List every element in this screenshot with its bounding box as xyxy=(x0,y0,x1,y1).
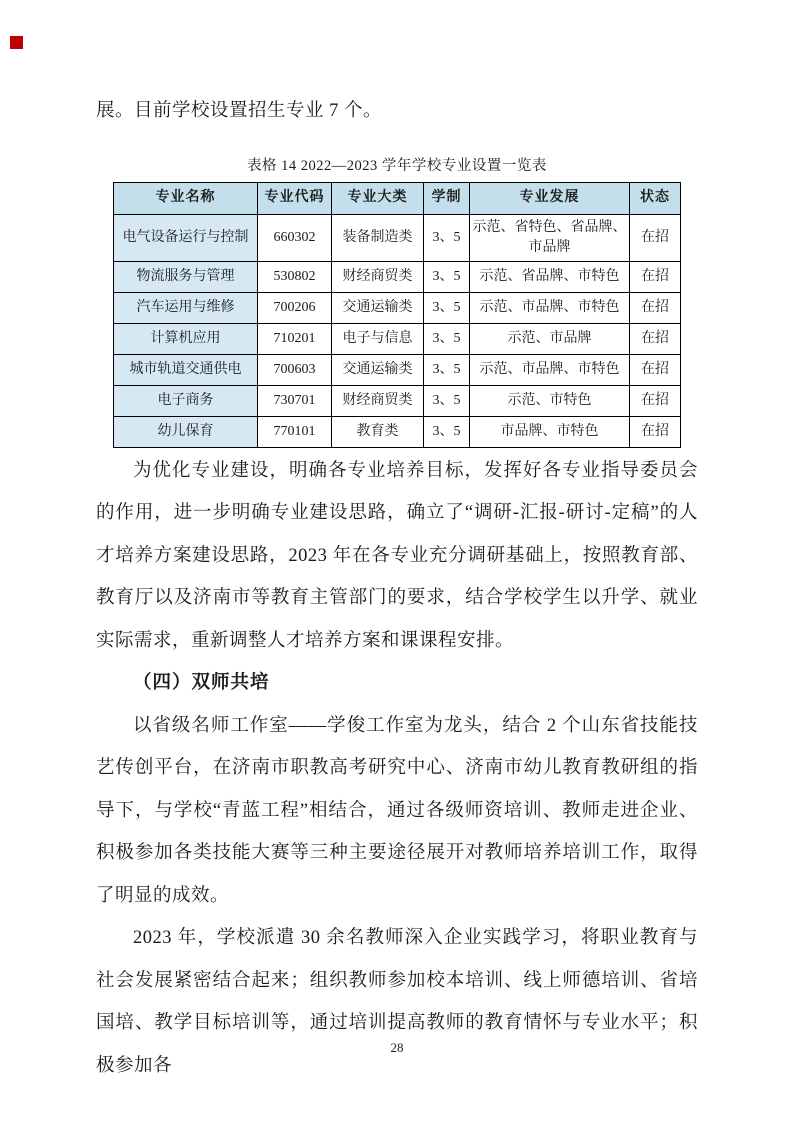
cell-major-code: 700603 xyxy=(258,354,332,385)
cell-major-development: 示范、市特色 xyxy=(470,385,630,416)
cell-duration: 3、5 xyxy=(424,261,470,292)
cell-status: 在招 xyxy=(630,292,681,323)
intro-paragraph: 展。目前学校设置招生专业 7 个。 xyxy=(96,101,383,121)
cell-major-development: 示范、省特色、省品牌、市品牌 xyxy=(470,214,630,261)
cell-major-name: 汽车运用与维修 xyxy=(114,292,258,323)
cell-major-category: 财经商贸类 xyxy=(332,385,424,416)
cell-duration: 3、5 xyxy=(424,292,470,323)
cell-major-category: 教育类 xyxy=(332,416,424,447)
cell-major-development: 市品牌、市特色 xyxy=(470,416,630,447)
paragraph: 以省级名师工作室——学俊工作室为龙头，结合 2 个山东省技能技艺传创平台，在济南市职教高考研究中心、济南市幼儿教育教研组的指导下，与学校“青蓝工程”相结合，通过各级师资培训、教师走进企业、积极参加各类技能大赛等三种主要途径展开对教师培养培训工作，取得了明显的成效。 xyxy=(96,715,698,906)
paragraph: 为优化专业建设，明确各专业培养目标，发挥好各专业指导委员会的作用，进一步明确专业建设思路，确立了“调研-汇报-研讨-定稿”的人才培养方案建设思路，2023 年在各专业充分调研基础上，按照教育部、教育厅以及济南市等教育主管部门的要求，结合学校学生以升学、就业实际需求，重新调整人才培养方案和课课程安排。 xyxy=(96,460,698,651)
cell-major-code: 710201 xyxy=(258,323,332,354)
page-number: 28 xyxy=(390,1040,404,1055)
page-content xyxy=(96,90,698,1087)
paragraph: 2023 年，学校派遣 30 余名教师深入企业实践学习，将职业教育与社会发展紧密结合起来；组织教师参加校本培训、线上师德培训、省培国培、教学目标培训等，通过培训提高教师的教育情怀与专业水平；积极参加各 xyxy=(96,928,698,1076)
cell-duration: 3、5 xyxy=(424,354,470,385)
cell-major-development: 示范、市品牌、市特色 xyxy=(470,292,630,323)
cell-duration: 3、5 xyxy=(424,323,470,354)
cell-major-code: 700206 xyxy=(258,292,332,323)
table-row xyxy=(114,354,681,385)
cell-status: 在招 xyxy=(630,214,681,261)
table-row xyxy=(114,292,681,323)
table-header-row xyxy=(114,182,681,214)
section-heading: （四）双师共培 xyxy=(133,673,270,693)
cell-major-development: 示范、省品牌、市特色 xyxy=(470,261,630,292)
cell-duration: 3、5 xyxy=(424,416,470,447)
cell-major-name: 电气设备运行与控制 xyxy=(114,214,258,261)
cell-major-code: 730701 xyxy=(258,385,332,416)
cell-major-code: 770101 xyxy=(258,416,332,447)
body-text xyxy=(96,450,698,1088)
table-row xyxy=(114,214,681,261)
table-row xyxy=(114,323,681,354)
header-major-category: 专业大类 xyxy=(332,182,424,214)
cell-major-name: 幼儿保育 xyxy=(114,416,258,447)
cell-major-name: 城市轨道交通供电 xyxy=(114,354,258,385)
cell-major-code: 660302 xyxy=(258,214,332,261)
cell-major-category: 财经商贸类 xyxy=(332,261,424,292)
cell-major-code: 530802 xyxy=(258,261,332,292)
cell-status: 在招 xyxy=(630,261,681,292)
header-major-code: 专业代码 xyxy=(258,182,332,214)
table-caption: 表格 14 2022—2023 学年学校专业设置一览表 xyxy=(247,157,547,174)
cell-major-category: 交通运输类 xyxy=(332,292,424,323)
majors-table xyxy=(113,182,681,448)
cell-status: 在招 xyxy=(630,416,681,447)
cell-major-category: 装备制造类 xyxy=(332,214,424,261)
table-row xyxy=(114,261,681,292)
table-row xyxy=(114,385,681,416)
red-marker xyxy=(10,36,23,49)
cell-duration: 3、5 xyxy=(424,385,470,416)
cell-major-name: 计算机应用 xyxy=(114,323,258,354)
cell-duration: 3、5 xyxy=(424,214,470,261)
cell-major-category: 电子与信息 xyxy=(332,323,424,354)
cell-status: 在招 xyxy=(630,385,681,416)
cell-major-development: 示范、市品牌 xyxy=(470,323,630,354)
header-duration: 学制 xyxy=(424,182,470,214)
header-status: 状态 xyxy=(630,182,681,214)
cell-major-category: 交通运输类 xyxy=(332,354,424,385)
header-major-name: 专业名称 xyxy=(114,182,258,214)
cell-major-name: 物流服务与管理 xyxy=(114,261,258,292)
header-major-development: 专业发展 xyxy=(470,182,630,214)
table-row xyxy=(114,416,681,447)
cell-status: 在招 xyxy=(630,354,681,385)
cell-major-name: 电子商务 xyxy=(114,385,258,416)
cell-major-development: 示范、市品牌、市特色 xyxy=(470,354,630,385)
cell-status: 在招 xyxy=(630,323,681,354)
